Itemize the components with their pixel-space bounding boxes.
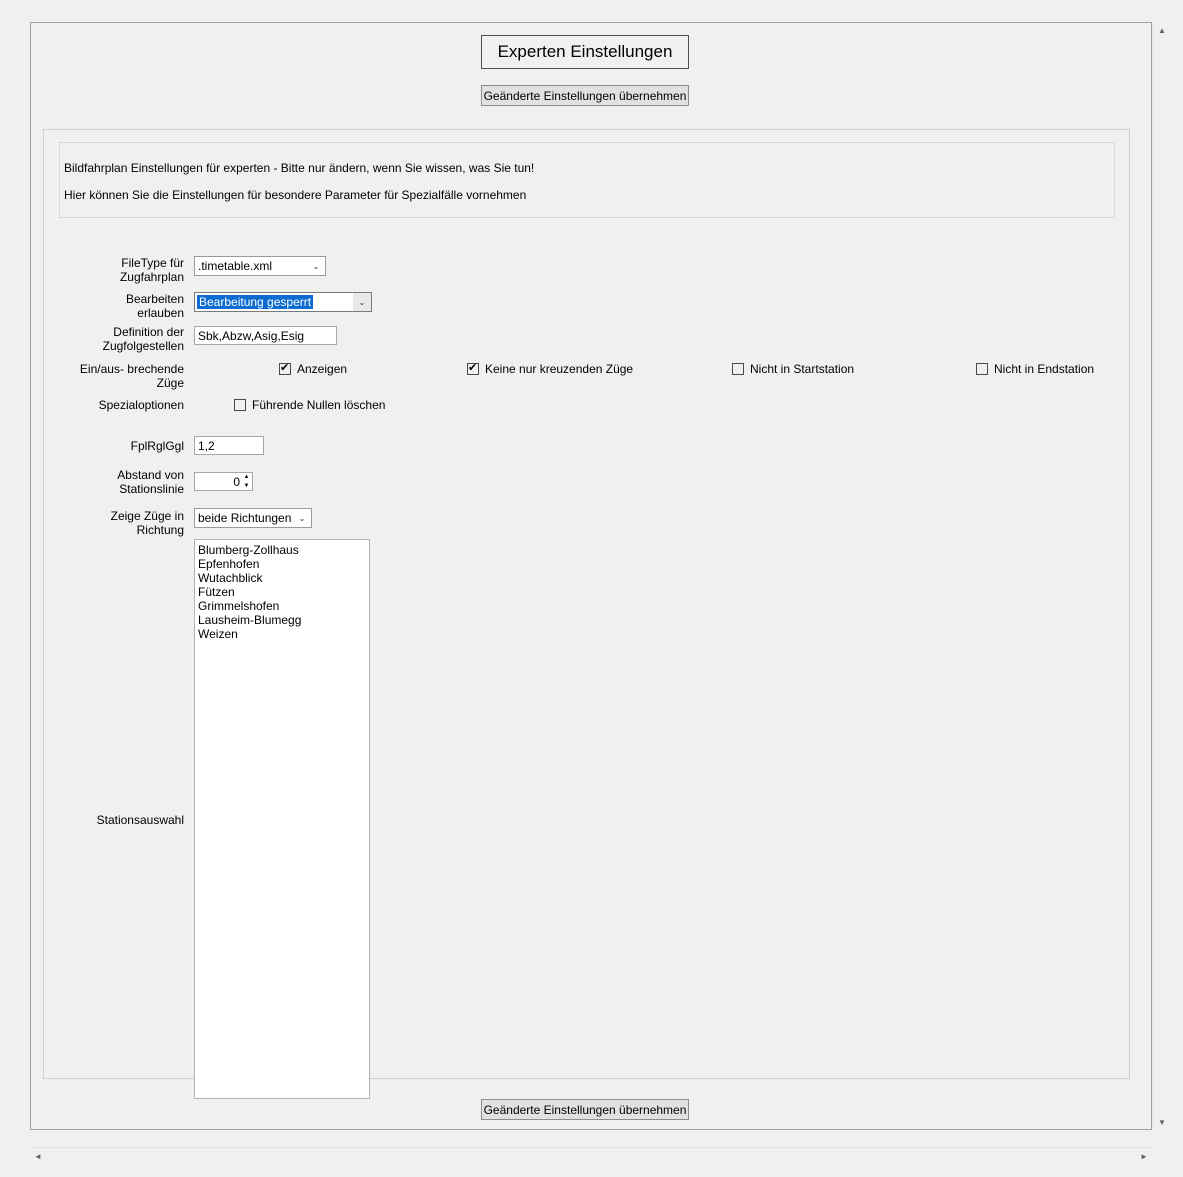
fplrglggl-value: 1,2 — [198, 438, 215, 453]
filetype-combobox[interactable] — [194, 256, 326, 276]
filetype-value: .timetable.xml — [198, 259, 273, 273]
abstand-spinner-buttons[interactable] — [241, 473, 252, 490]
label-stationsauswahl: Stationsauswahl — [96, 813, 184, 827]
chevron-down-icon[interactable]: ⌄ — [353, 293, 371, 311]
scroll-left-icon[interactable]: ◄ — [34, 1151, 42, 1161]
scroll-down-icon[interactable]: ▼ — [1154, 1114, 1170, 1130]
checkbox-anzeigen-label: Anzeigen — [297, 362, 348, 376]
stationsauswahl-listbox[interactable] — [194, 539, 370, 1099]
checkbox-anzeigen-box[interactable] — [279, 363, 291, 375]
checkbox-anzeigen[interactable] — [279, 362, 347, 376]
info-box — [59, 142, 1115, 218]
richtung-value: beide Richtungen — [198, 511, 292, 525]
label-zugfolge: Definition der Zugfolgestellen — [102, 325, 184, 353]
checkbox-nicht-startstation-box[interactable] — [732, 363, 744, 375]
edit-allow-value: Bearbeitung gesperrt — [199, 295, 312, 309]
checkbox-nicht-endstation-label: Nicht in Endstation — [994, 362, 1095, 376]
content-frame — [30, 22, 1152, 1130]
list-item[interactable]: Blumberg-Zollhaus — [198, 543, 299, 557]
checkbox-nicht-startstation[interactable] — [732, 362, 854, 376]
zugfolge-input[interactable] — [194, 326, 337, 345]
list-item[interactable]: Weizen — [198, 627, 238, 641]
apply-settings-button-bottom[interactable]: Geänderte Einstellungen übernehmen — [481, 1099, 689, 1120]
edit-allow-combobox[interactable] — [194, 292, 372, 312]
chevron-down-icon[interactable]: ⌄ — [293, 509, 311, 527]
vertical-scrollbar-thumb[interactable] — [1154, 38, 1170, 1114]
horizontal-scrollbar[interactable] — [30, 1147, 1152, 1163]
list-item[interactable]: Wutachblick — [198, 571, 263, 585]
checkbox-fuehrende-nullen[interactable] — [234, 398, 385, 412]
checkbox-keine-kreuzenden-label: Keine nur kreuzenden Züge — [485, 362, 634, 376]
spin-down-icon[interactable]: ▼ — [243, 482, 250, 489]
list-item[interactable]: Fützen — [198, 585, 235, 599]
zugfolge-value: Sbk,Abzw,Asig,Esig — [198, 328, 305, 343]
checkbox-fuehrende-nullen-box[interactable] — [234, 399, 246, 411]
label-edit-allow: Bearbeiten erlauben — [125, 292, 184, 320]
richtung-combobox[interactable] — [194, 508, 312, 528]
vertical-scrollbar[interactable] — [1153, 22, 1169, 1130]
list-item[interactable]: Grimmelshofen — [198, 599, 280, 613]
label-abstand: Abstand von Stationslinie — [117, 468, 184, 496]
fplrglggl-input[interactable] — [194, 436, 264, 455]
checkbox-keine-kreuzenden[interactable] — [467, 362, 633, 376]
label-filetype: FileType für Zugfahrplan — [119, 256, 184, 284]
info-line-1: Bildfahrplan Einstellungen für experten - Bitte nur ändern, wenn Sie wissen, was Sie tun! — [64, 161, 535, 175]
scroll-up-icon[interactable]: ▲ — [1154, 22, 1170, 38]
checkbox-nicht-endstation-box[interactable] — [976, 363, 988, 375]
apply-settings-button-top[interactable]: Geänderte Einstellungen übernehmen — [481, 85, 689, 106]
info-line-2: Hier können Sie die Einstellungen für besondere Parameter für Spezialfälle vornehmen — [64, 188, 527, 202]
chevron-down-icon[interactable]: ⌄ — [307, 257, 325, 275]
checkbox-fuehrende-nullen-label: Führende Nullen löschen — [252, 398, 386, 412]
page-title: Experten Einstellungen — [481, 35, 689, 69]
label-fplrglggl: FplRglGgl — [130, 439, 184, 453]
checkbox-nicht-endstation[interactable] — [976, 362, 1094, 376]
label-richtung: Zeige Züge in Richtung — [110, 509, 184, 537]
scroll-right-icon[interactable]: ► — [1140, 1151, 1148, 1161]
checkbox-nicht-startstation-label: Nicht in Startstation — [750, 362, 855, 376]
list-item[interactable]: Lausheim-Blumegg — [198, 613, 302, 627]
label-spezialoptionen: Spezialoptionen — [98, 398, 184, 412]
checkbox-keine-kreuzenden-box[interactable] — [467, 363, 479, 375]
abstand-spinner[interactable] — [194, 472, 253, 491]
settings-group-panel — [43, 129, 1130, 1079]
list-item[interactable]: Epfenhofen — [198, 557, 260, 571]
abstand-value: 0 — [233, 474, 240, 489]
label-ein-aus: Ein/aus- brechende Züge — [79, 362, 184, 390]
spin-up-icon[interactable]: ▲ — [243, 474, 250, 481]
